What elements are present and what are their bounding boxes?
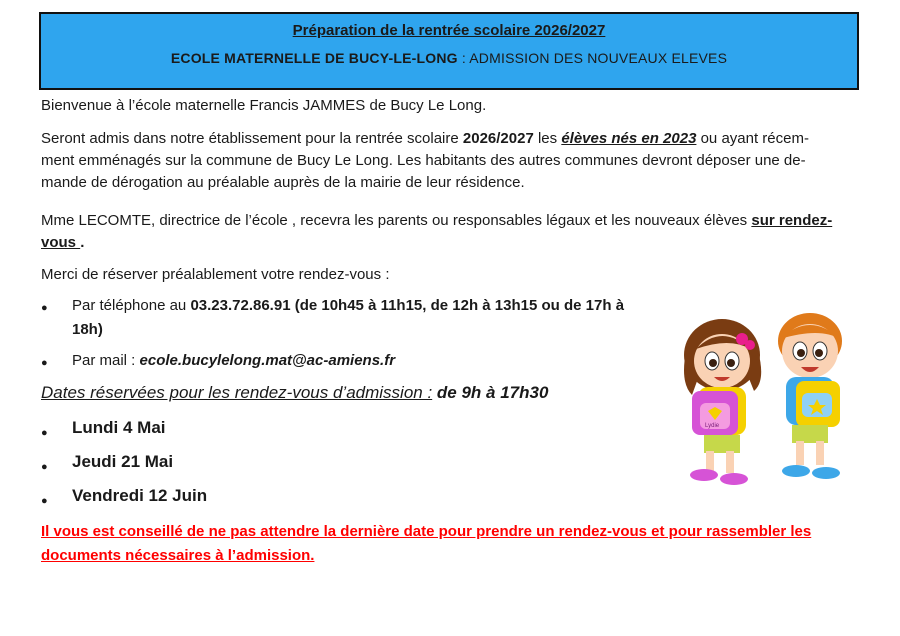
warning-line2: documents nécessaires à l’admission. xyxy=(41,547,315,564)
dates-label: Dates réservées pour les rendez-vous d’admission : xyxy=(41,383,433,402)
p2-line3: mande de dérogation au préalable auprès de la mairie de leur résidence. xyxy=(41,174,525,191)
admission-paragraph xyxy=(41,128,809,194)
p2-line2: ment emménagés sur la commune de Bucy Le Long. Les habitants des autres communes devront déposer une de- xyxy=(41,152,806,169)
birth-year: élèves nés en 2023 xyxy=(561,130,697,147)
phone-label: Par téléphone au xyxy=(72,297,191,314)
dates-hours: de 9h à 17h30 xyxy=(432,383,549,402)
bullet-icon: ● xyxy=(41,427,48,439)
phone-detail: 03.23.72.86.91 (de 10h45 à 11h15, de 12h à 13h15 ou de 17h à xyxy=(190,297,625,314)
date-item: Lundi 4 Mai xyxy=(72,418,166,437)
phone-detail-end: 18h) xyxy=(72,321,103,338)
rdv-part2: vous xyxy=(41,234,81,251)
bullet-icon: ● xyxy=(41,357,48,369)
header-title: Préparation de la rentrée scolaire 2026/2027 xyxy=(292,22,606,39)
phone-item xyxy=(72,294,624,342)
bag-label: Lydie xyxy=(705,423,720,429)
p2-text-b: les xyxy=(533,130,562,147)
school-name: ECOLE MATERNELLE DE BUCY-LE-LONG xyxy=(170,50,458,66)
date-item: Jeudi 21 Mai xyxy=(72,452,174,471)
dates-heading xyxy=(41,383,548,403)
p2-text-c: ou ayant récem- xyxy=(696,130,809,147)
mail-item xyxy=(72,349,395,373)
p3-text: Mme LECOMTE, directrice de l’école , recevra les parents ou responsables légaux et les nouveaux élèves xyxy=(41,212,752,229)
p2-text-a: Seront admis dans notre établissement pour la rentrée scolaire xyxy=(41,130,463,147)
p3-end: . xyxy=(80,234,85,251)
warning-line1: Il vous est conseillé de ne pas attendre la dernière date pour prendre un rendez-vous et pour rassembler les xyxy=(41,523,812,540)
bullet-icon: ● xyxy=(41,302,48,314)
header-banner xyxy=(39,12,859,90)
mail-label: Par mail : xyxy=(72,352,140,369)
mail-address[interactable]: ecole.bucylelong.mat@ac-amiens.fr xyxy=(139,352,396,369)
rdv-part1: sur rendez- xyxy=(751,212,833,229)
school-year: 2026/2027 xyxy=(462,130,534,147)
boy-figure-icon xyxy=(778,313,842,479)
bullet-icon: ● xyxy=(41,495,48,507)
bullet-icon: ● xyxy=(41,461,48,473)
header-subtitle xyxy=(41,50,857,66)
admission-label: ADMISSION DES NOUVEAUX ELEVES xyxy=(469,50,728,66)
girl-figure-icon xyxy=(684,319,761,485)
date-item: Vendredi 12 Juin xyxy=(72,486,208,505)
welcome-text: Bienvenue à l’école maternelle Francis JAMMES de Bucy Le Long. xyxy=(41,97,487,114)
booking-intro: Merci de réserver préalablement votre rendez-vous : xyxy=(41,266,390,283)
director-paragraph xyxy=(41,210,832,254)
header-separator: : xyxy=(457,50,470,66)
warning-text xyxy=(41,520,811,568)
children-illustration xyxy=(670,303,862,493)
